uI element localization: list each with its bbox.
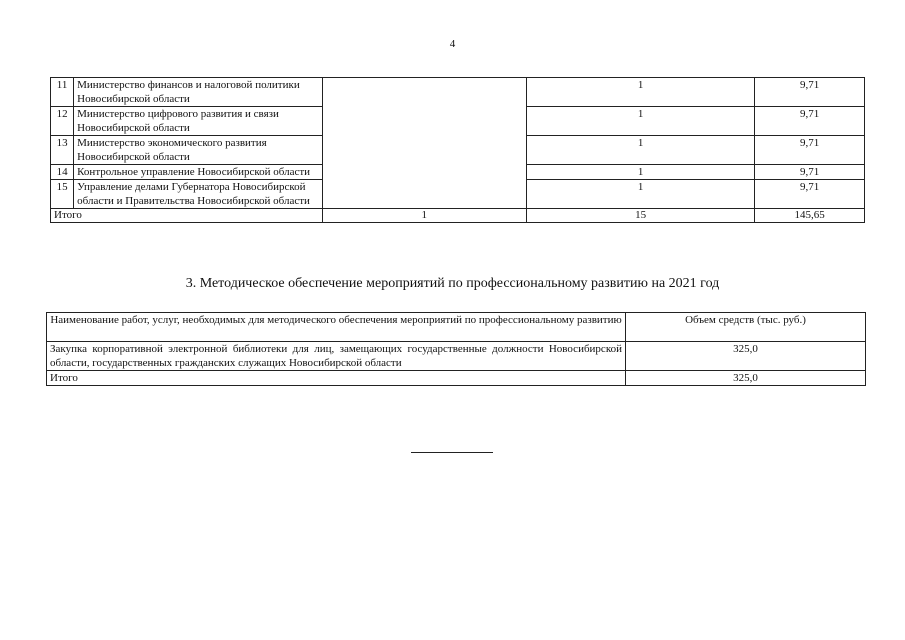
header-works: Наименование работ, услуг, необходимых для методического обеспечения мероприятий по профессиональному развитию	[47, 313, 626, 342]
amount-cell: 9,71	[755, 107, 865, 136]
total-col1: 1	[322, 209, 526, 223]
amount-cell: 9,71	[755, 165, 865, 180]
end-divider	[411, 452, 493, 453]
table-row	[47, 342, 866, 371]
table-row	[51, 78, 865, 107]
row-number: 11	[51, 78, 74, 107]
merged-empty-cell	[322, 78, 526, 209]
total-label: Итого	[47, 371, 626, 386]
work-amount: 325,0	[626, 342, 866, 371]
total-row	[47, 371, 866, 386]
amount-cell: 9,71	[755, 136, 865, 165]
amount-cell: 9,71	[755, 78, 865, 107]
allocation-table	[50, 77, 865, 223]
section-title: 3. Методическое обеспечение мероприятий по профессиональному развитию на 2021 год	[185, 276, 720, 291]
amount-cell: 9,71	[755, 180, 865, 209]
row-number: 14	[51, 165, 74, 180]
header-row	[47, 313, 866, 342]
methodical-support-table	[46, 312, 866, 386]
organization-name: Управление делами Губернатора Новосибирской области и Правительства Новосибирской области	[74, 180, 323, 209]
count-cell: 1	[526, 78, 754, 107]
count-cell: 1	[526, 180, 754, 209]
organization-name: Министерство финансов и налоговой политики Новосибирской области	[74, 78, 323, 107]
count-cell: 1	[526, 107, 754, 136]
organization-name: Контрольное управление Новосибирской области	[74, 165, 323, 180]
count-cell: 1	[526, 165, 754, 180]
total-col3: 145,65	[755, 209, 865, 223]
work-description: Закупка корпоративной электронной библиотеки для лиц, замещающих государственные должности Новосибирской области, государственных гражданских служащих Новосибирской области	[47, 342, 626, 371]
count-cell: 1	[526, 136, 754, 165]
total-amount: 325,0	[626, 371, 866, 386]
total-row	[51, 209, 865, 223]
total-label: Итого	[51, 209, 323, 223]
row-number: 13	[51, 136, 74, 165]
row-number: 15	[51, 180, 74, 209]
total-col2: 15	[526, 209, 754, 223]
row-number: 12	[51, 107, 74, 136]
organization-name: Министерство экономического развития Новосибирской области	[74, 136, 323, 165]
page-number: 4	[449, 38, 456, 50]
organization-name: Министерство цифрового развития и связи Новосибирской области	[74, 107, 323, 136]
header-amount: Объем средств (тыс. руб.)	[626, 313, 866, 342]
